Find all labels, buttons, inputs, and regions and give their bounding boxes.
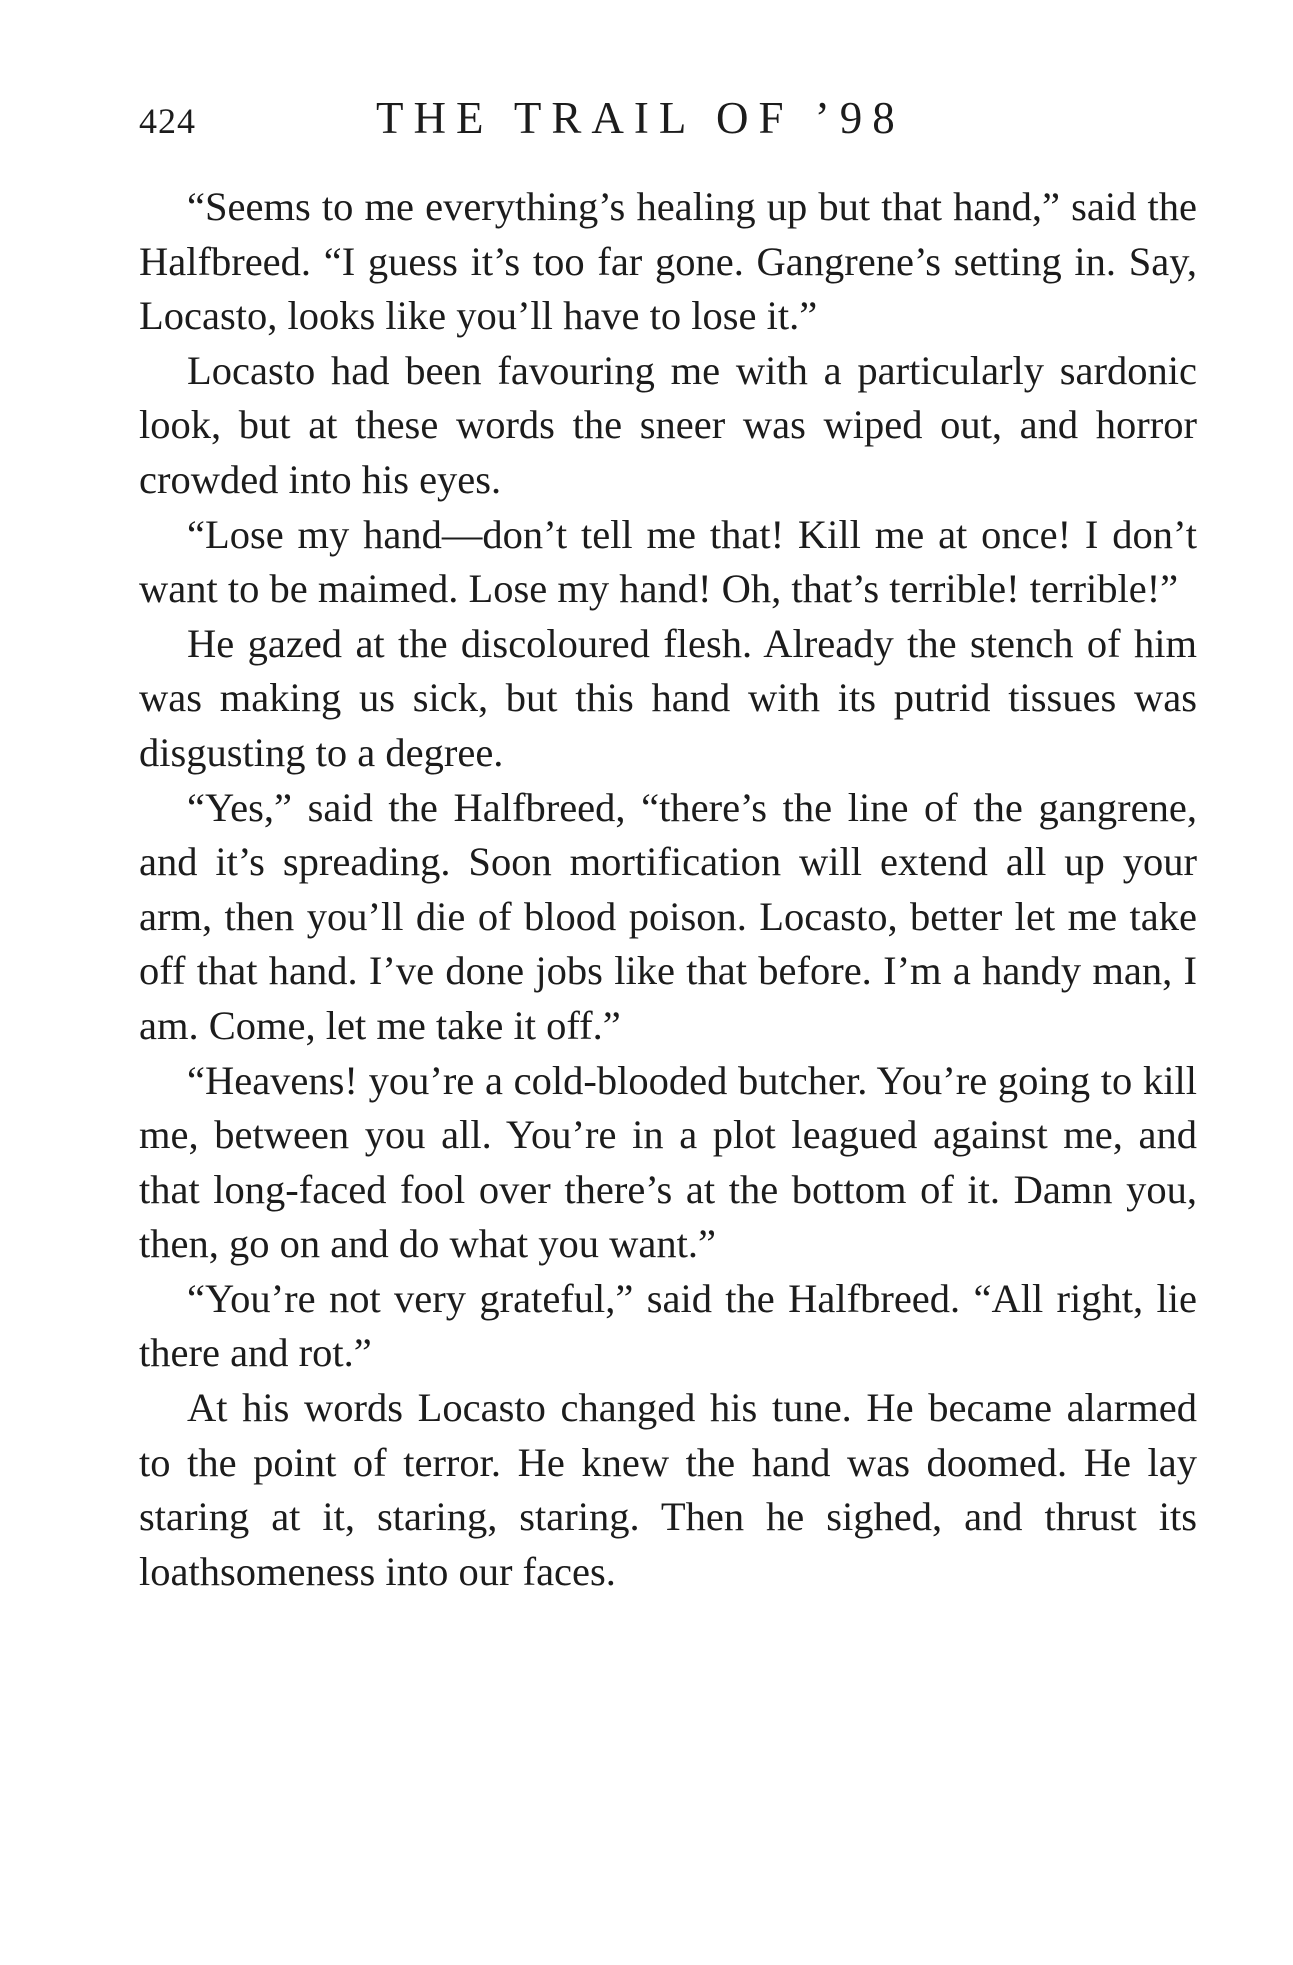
paragraph: He gazed at the discoloured flesh. Already the stench of him was making us sick, but this hand with its putrid tissues was disgusting to a degree.: [139, 620, 1197, 775]
page-number: 424: [139, 101, 196, 141]
paragraph: Locasto had been favouring me with a particularly sardonic look, but at these words the sneer was wiped out, and horror crowded into his eyes.: [139, 347, 1197, 502]
paragraph: “Heavens! you’re a cold-blooded butcher. You’re going to kill me, between you all. You’re in a plot leagued against me, and that long-faced fool over there’s at the bottom of it. Damn you, then, go on and do what you want.”: [139, 1057, 1197, 1267]
paragraph: “You’re not very grateful,” said the Halfbreed. “All right, lie there and rot.”: [139, 1275, 1197, 1376]
paragraph: At his words Locasto changed his tune. He became alarmed to the point of terror. He knew the hand was doomed. He lay staring at it, staring, staring. Then he sighed, and thrust its loathsomeness into our faces.: [139, 1385, 1197, 1594]
body-text: [139, 180, 1197, 1599]
running-head: [139, 92, 1199, 152]
book-title: THE TRAIL OF ’98: [376, 93, 905, 143]
paragraph: “Lose my hand—don’t tell me that! Kill me at once! I don’t want to be maimed. Lose my hand! Oh, that’s terrible! terrible!”: [139, 511, 1197, 612]
paragraph: “Yes,” said the Halfbreed, “there’s the line of the gangrene, and it’s spreading. Soon mortification will extend all up your arm, then you’ll die of blood poison. Locasto, better let me take off that hand. I’ve done jobs like that before. I’m a handy man, I am. Come, let me take it off.”: [139, 784, 1197, 1048]
paragraph: “Seems to me everything’s healing up but that hand,” said the Halfbreed. “I guess it’s too far gone. Gangrene’s setting in. Say, Locasto, looks like you’ll have to lose it.”: [139, 184, 1197, 339]
